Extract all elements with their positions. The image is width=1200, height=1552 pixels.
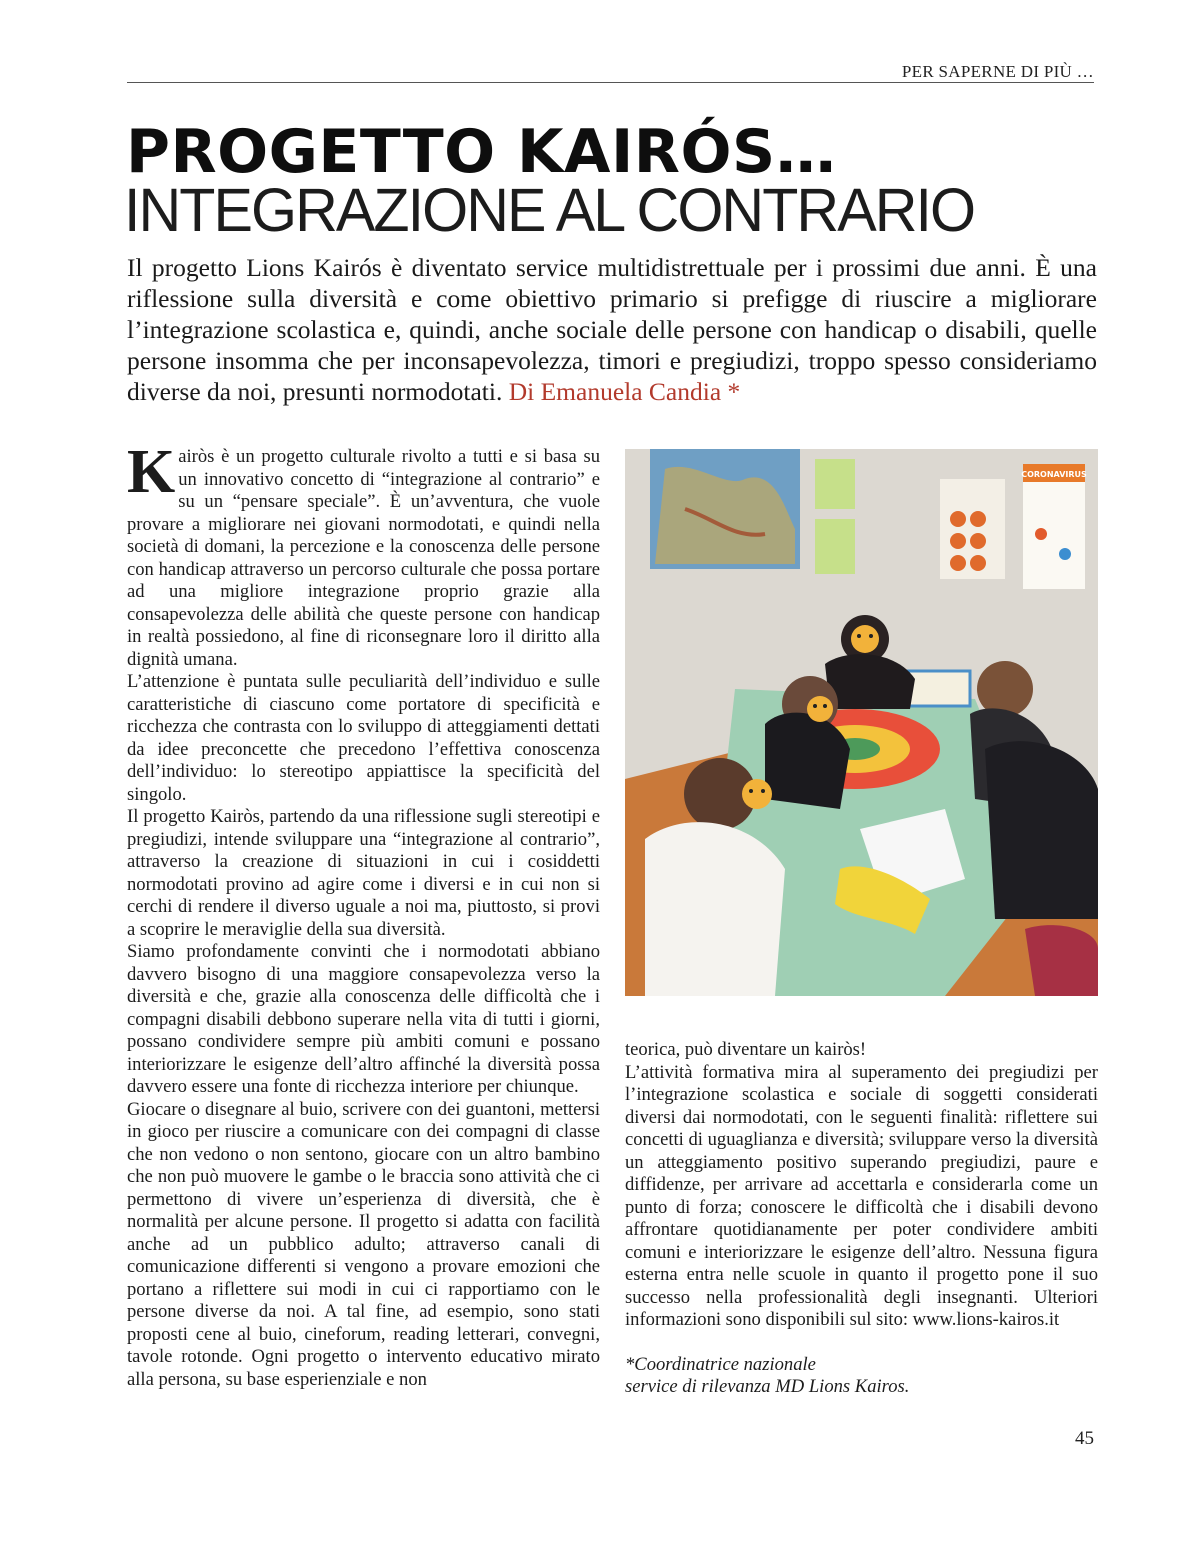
byline: Di Emanuela Candia * (508, 377, 741, 406)
body-paragraph: Il progetto Kairòs, partendo da una riflessione sugli stereotipi e pregiudizi, intende sviluppare una “integrazione al contrario”, attraverso la creazione di situazioni in cui i cosiddetti normodotati provino ad agire come i diversi e in cui non si cerchi di rendere il diverso uguale a noi ma, piuttosto, si provi a scoprire le meraviglie della sua diversità. (127, 806, 600, 940)
body-paragraph: Giocare o disegnare al buio, scrivere con dei guantoni, mettersi in gioco per riuscire a comunicare con dei compagni di classe che non vedono o non sentono, giocare con un altro bambino che non può muovere le gambe o le braccia sono attività che ci permettono di vivere un’esperienza di diversità, che è normalità per alcune persone. Il progetto si adatta con facilità anche ad un pubblico adulto; attraverso canali di comunicazione differenti si vengono a provare emozioni che portano a riflettere sui modi in cui ci rapportiamo con le persone diverse da noi. A tal fine, ad esempio, sono stati proposti cene al buio, cineforum, reading letterari, convegni, tavole rotonde. Ogni progetto o intervento educativo mirato alla persona, su base esperienziale e non (127, 1098, 600, 1390)
body-paragraph (127, 438, 600, 671)
article-subtitle: INTEGRAZIONE AL CONTRARIO (124, 176, 975, 244)
page-number: 45 (1075, 1428, 1094, 1449)
body-paragraph: teorica, può diventare un kairòs! (625, 1039, 867, 1060)
body-column-right (625, 1039, 1098, 1399)
header-rule (127, 82, 1094, 83)
body-paragraph: L’attività formativa mira al superamento dei pregiudizi per l’integrazione scolastica e sociale di soggetti considerati diversi dai normodotati, con le seguenti finalità: riflettere sui concetti di uguaglianza e diversità; sviluppare verso la diversità un atteggiamento positivo superando pregiudizi, paure e diffidenze, per arrivare ad accettarla e considerarla come un punto di forza; conoscere le difficoltà che i disabili devono affrontare quotidianamente per poter condividere ambiti comuni e interiorizzare le esigenze dell’altro. Nessuna figura esterna entra nelle scuole in quanto il progetto pone il suo successo nella professionalità degli insegnanti. Ulteriori informazioni sono disponibili sul sito: www.lions-kairos.it (625, 1061, 1098, 1330)
running-head: PER SAPERNE DI PIÙ … (901, 62, 1094, 81)
body-paragraph: Siamo profondamente convinti che i normodotati abbiano davvero bisogno di una maggiore consapevolezza verso la diversità e che, grazie alla conoscenza delle difficoltà che i compagni disabili debbono superare nella vita di tutti i giorni, possano condividere sempre più ambiti comuni e possano interiorizzare le esigenze dell’altro affinché la diversità possa davvero essere una fonte di ricchezza interiore per chiunque. (127, 941, 600, 1097)
body-column-left (127, 438, 600, 1391)
footnote-line: *Coordinatrice nazionale (625, 1353, 816, 1375)
article-photo (625, 449, 1098, 996)
coronavirus-poster (1023, 464, 1085, 589)
author-footnote (625, 1354, 1098, 1399)
classroom-photo-illustration (625, 449, 1098, 996)
article-lead (127, 252, 1097, 407)
footnote-line: service di rilevanza MD Lions Kairos. (625, 1376, 910, 1397)
article-title: PROGETTO KAIRÓS… (126, 117, 837, 187)
drop-cap: K (127, 438, 176, 506)
lead-text: Il progetto Lions Kairós è diventato service multidistrettuale per i prossimi due anni. È una riflessione sulla diversità e come obiettivo primario si prefigge di riuscire a migliorare l’integrazione scolastica e, quindi, anche sociale delle persone con handicap o disabili, quelle persone insomma che per inconsapevolezza, timori e pregiudizi, troppo spesso consideriamo diverse da noi, presunti normodotati. (127, 253, 1097, 406)
paragraph-text: airòs è un progetto culturale rivolto a tutti e si basa su un innovativo concetto di “integrazione al contrario” e su un “pensare speciale”. È un’avventura, che vuole provare a migliorare nei giovani normodotati, e quindi nella società di domani, la percezione e la conoscenza delle persone con handicap attraverso un percorso culturale che possa portare ad una migliore integrazione proprio grazie alla consapevolezza delle abilità che queste persone con handicap in realtà possiedono, al fine di riconsegnare loro il diritto alla dignità umana. (127, 446, 600, 670)
body-paragraph: L’attenzione è puntata sulle peculiarità dell’individuo e sulle caratteristiche di ciascuno come portatore di specificità e ricchezza che contrasta con lo sviluppo di atteggiamenti dettati da idee preconcette che precedono l’effettiva conoscenza dell’individuo: lo stereotipo appiattisce la specificità del singolo. (127, 671, 600, 805)
poster-label: CORONAVIRUS (1021, 470, 1087, 479)
